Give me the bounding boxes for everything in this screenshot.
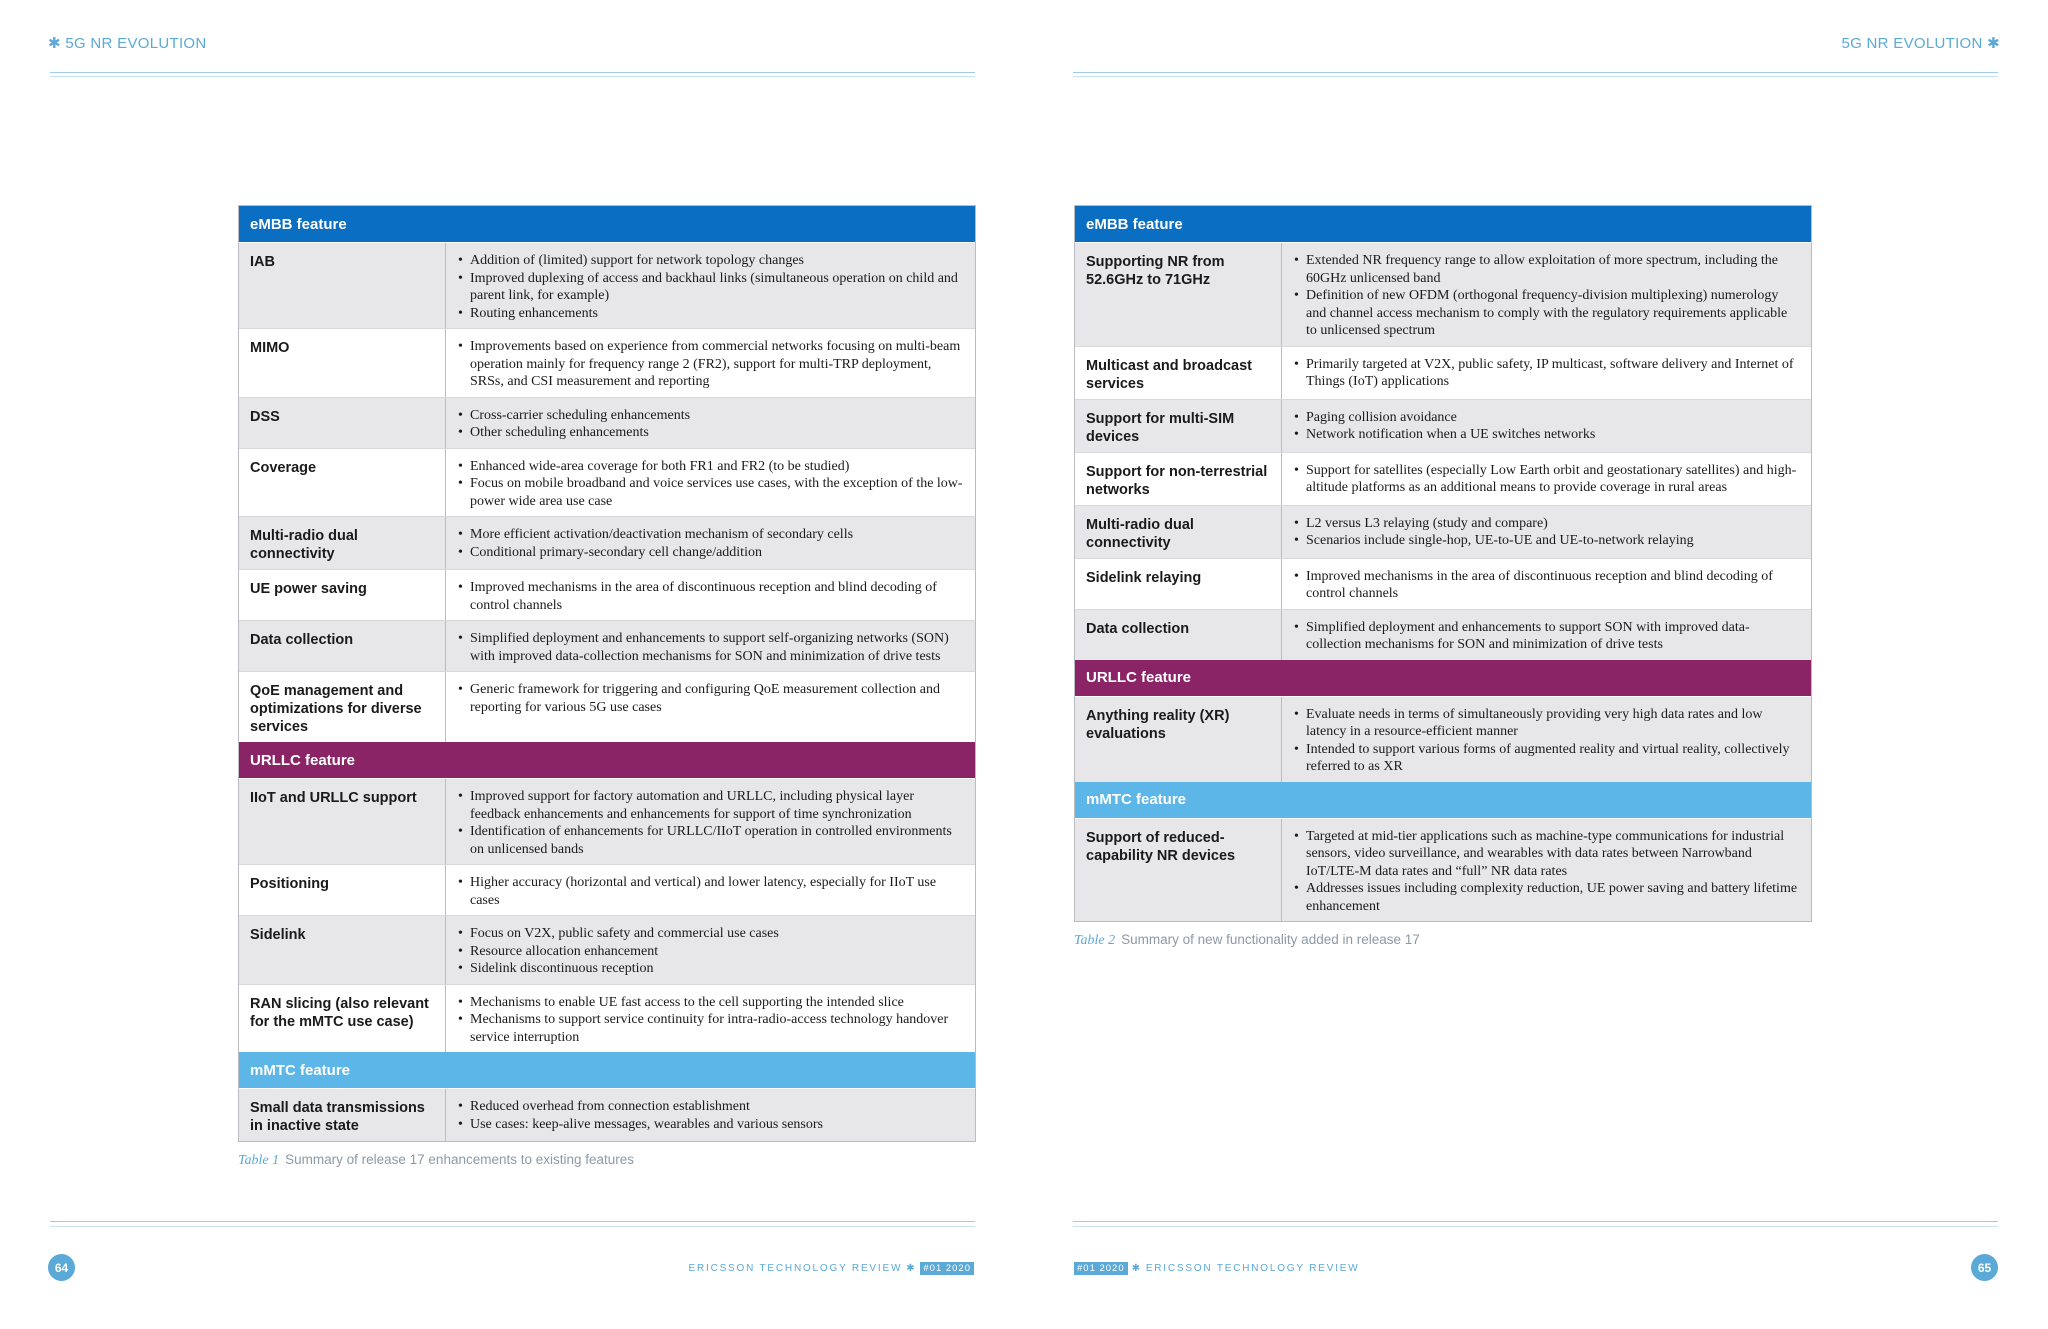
bullet-list [1294, 706, 1799, 776]
bullet-item: • Resource allocation enhancement [458, 943, 963, 961]
top-rule-right [1073, 72, 1998, 73]
bullet-item: • Simplified deployment and enhancements to support SON with improved data-collection mechanisms for SON and minimization of drive tests [1294, 619, 1799, 654]
bullet-list [1294, 515, 1799, 550]
bullet-list [1294, 828, 1799, 916]
table-row [239, 671, 975, 742]
bullet-item: • Evaluate needs in terms of simultaneously providing very high data rates and low latency in a resource-efficient manner [1294, 706, 1799, 741]
feature-description [1282, 400, 1811, 452]
table-row [1075, 242, 1811, 346]
feature-name: Multicast and broadcast services [1075, 347, 1282, 399]
feature-description [1282, 819, 1811, 922]
asterisk-icon: ✱ [1131, 1263, 1142, 1274]
feature-name: Multi-radio dual connectivity [1075, 506, 1282, 558]
bullet-item: • Identification of enhancements for URLLC/IIoT operation in controlled environments on unlicensed bands [458, 823, 963, 858]
table-row [1075, 399, 1811, 452]
feature-name: Small data transmissions in inactive state [239, 1089, 446, 1141]
bullet-item: • More efficient activation/deactivation mechanism of secondary cells [458, 526, 963, 544]
feature-description [1282, 453, 1811, 505]
table-row [239, 864, 975, 915]
feature-description [1282, 559, 1811, 609]
bullet-item: • Mechanisms to support service continuity for intra-radio-access technology handover service interruption [458, 1011, 963, 1046]
feature-description [446, 243, 975, 328]
bullet-item: • Primarily targeted at V2X, public safety, IP multicast, software delivery and Internet of Things (IoT) applications [1294, 356, 1799, 391]
feature-name: MIMO [239, 329, 446, 397]
bullet-item: • Simplified deployment and enhancements to support self-organizing networks (SON) with improved data-collection mechanisms for SON and minimization of drive tests [458, 630, 963, 665]
running-head-left [48, 34, 207, 52]
bullet-list [458, 526, 963, 561]
footer-right [1074, 1262, 1360, 1275]
feature-description [446, 621, 975, 671]
table-row [239, 397, 975, 448]
table-row [239, 516, 975, 569]
publication-name: ERICSSON TECHNOLOGY REVIEW [688, 1263, 903, 1274]
feature-name: Positioning [239, 865, 446, 915]
feature-description [446, 449, 975, 517]
feature-description [446, 398, 975, 448]
section-header-embb: eMBB feature [1075, 206, 1811, 242]
table-row [1075, 696, 1811, 782]
bullet-list [458, 1098, 963, 1133]
bullet-item: • Scenarios include single-hop, UE-to-UE and UE-to-network relaying [1294, 532, 1799, 550]
bullet-item: • Paging collision avoidance [1294, 409, 1799, 427]
section-header-mmtc: mMTC feature [1075, 782, 1811, 818]
feature-description [446, 985, 975, 1053]
bullet-item: • Cross-carrier scheduling enhancements [458, 407, 963, 425]
section-header-urllc: URLLC feature [1075, 660, 1811, 696]
running-head-text: 5G NR EVOLUTION [1841, 35, 1983, 52]
section-header-mmtc: mMTC feature [239, 1052, 975, 1088]
issue-badge: #01 2020 [1074, 1262, 1128, 1275]
page-number-left: 64 [48, 1254, 75, 1281]
feature-description [446, 1089, 975, 1141]
bullet-item: • Focus on mobile broadband and voice services use cases, with the exception of the low-power wide area use case [458, 475, 963, 510]
feature-description [446, 517, 975, 569]
table-row [1075, 346, 1811, 399]
bottom-rule-left [50, 1221, 975, 1222]
bullet-item: • Routing enhancements [458, 305, 963, 323]
feature-name: Sidelink relaying [1075, 559, 1282, 609]
table-row [239, 620, 975, 671]
feature-name: UE power saving [239, 570, 446, 620]
bullet-list [458, 630, 963, 665]
bullet-list [458, 874, 963, 909]
bullet-item: • Focus on V2X, public safety and commercial use cases [458, 925, 963, 943]
feature-name: QoE management and optimizations for diverse services [239, 672, 446, 742]
bullet-item: • Improved mechanisms in the area of discontinuous reception and blind decoding of control channels [458, 579, 963, 614]
feature-name: Multi-radio dual connectivity [239, 517, 446, 569]
bullet-list [458, 579, 963, 614]
bullet-list [458, 338, 963, 391]
running-head-right [1841, 34, 2000, 52]
table-row [239, 1088, 975, 1141]
bullet-item: • Use cases: keep-alive messages, wearables and various sensors [458, 1116, 963, 1134]
table-row [1075, 609, 1811, 660]
feature-name: Data collection [1075, 610, 1282, 660]
feature-name: Support for multi-SIM devices [1075, 400, 1282, 452]
top-rule-left [50, 72, 975, 73]
bullet-list [458, 458, 963, 511]
bottom-rule-left-thin [50, 1226, 975, 1227]
bullet-item: • Improvements based on experience from commercial networks focusing on multi-beam operation mainly for frequency range 2 (FR2), support for multi-TRP deployment, SRSs, and CSI measurement and reporting [458, 338, 963, 391]
table-2-caption-text: Summary of new functionality added in release 17 [1121, 932, 1420, 947]
bullet-item: • Improved mechanisms in the area of discontinuous reception and blind decoding of control channels [1294, 568, 1799, 603]
feature-description [1282, 347, 1811, 399]
feature-name: DSS [239, 398, 446, 448]
bullet-item: • Higher accuracy (horizontal and vertical) and lower latency, especially for IIoT use cases [458, 874, 963, 909]
table-row [239, 778, 975, 864]
asterisk-icon: ✱ [906, 1263, 917, 1274]
bullet-item: • Sidelink discontinuous reception [458, 960, 963, 978]
feature-description [446, 865, 975, 915]
feature-name: Anything reality (XR) evaluations [1075, 697, 1282, 782]
feature-description [446, 570, 975, 620]
bullet-list [1294, 568, 1799, 603]
bullet-item: • Targeted at mid-tier applications such as machine-type communications for industrial sensors, video surveillance, and wearables with data rates between Narrowband IoT/LTE-M data rates and “full” NR data rates [1294, 828, 1799, 881]
feature-name: IAB [239, 243, 446, 328]
table-1-caption-text: Summary of release 17 enhancements to existing features [285, 1152, 635, 1167]
bullet-item: • Reduced overhead from connection establishment [458, 1098, 963, 1116]
bullet-list [458, 681, 963, 716]
table-1-caption [238, 1152, 634, 1169]
bullet-item: • Support for satellites (especially Low Earth orbit and geostationary satellites) and high-altitude platforms as an additional means to provide coverage in rural areas [1294, 462, 1799, 497]
feature-description [1282, 506, 1811, 558]
feature-description [1282, 610, 1811, 660]
feature-name: IIoT and URLLC support [239, 779, 446, 864]
bullet-list [458, 925, 963, 978]
table-2-label: Table 2 [1074, 933, 1116, 948]
bullet-list [1294, 619, 1799, 654]
footer-left [689, 1262, 975, 1275]
top-rule-left-thin [50, 76, 975, 77]
table-1-label: Table 1 [238, 1153, 280, 1168]
table-row [239, 569, 975, 620]
bullet-item: • Definition of new OFDM (orthogonal frequency-division multiplexing) numerology and channel access mechanism to comply with the regulatory requirements applicable to unlicensed spectrum [1294, 287, 1799, 340]
feature-description [446, 916, 975, 984]
table-row [239, 915, 975, 984]
bullet-item: • Addresses issues including complexity reduction, UE power saving and battery lifetime enhancement [1294, 880, 1799, 915]
table-row [239, 242, 975, 328]
feature-description [1282, 243, 1811, 346]
table-2 [1074, 205, 1812, 922]
feature-description [446, 779, 975, 864]
feature-name: Sidelink [239, 916, 446, 984]
table-row [1075, 505, 1811, 558]
bullet-item: • Addition of (limited) support for network topology changes [458, 252, 963, 270]
feature-name: Support for non-terrestrial networks [1075, 453, 1282, 505]
feature-name: Coverage [239, 449, 446, 517]
bullet-item: • Intended to support various forms of augmented reality and virtual reality, collectively referred to as XR [1294, 741, 1799, 776]
feature-description [446, 329, 975, 397]
issue-badge: #01 2020 [920, 1262, 974, 1275]
bullet-item: • Improved duplexing of access and backhaul links (simultaneous operation on child and parent link, for example) [458, 270, 963, 305]
bullet-item: • L2 versus L3 relaying (study and compare) [1294, 515, 1799, 533]
bullet-item: • Conditional primary-secondary cell change/addition [458, 544, 963, 562]
table-1 [238, 205, 976, 1142]
asterisk-icon: ✱ [1987, 35, 2000, 52]
bullet-list [1294, 409, 1799, 444]
bullet-list [1294, 462, 1799, 497]
bottom-rule-right-thin [1073, 1226, 1998, 1227]
table-row [239, 448, 975, 517]
table-row [1075, 818, 1811, 922]
asterisk-icon: ✱ [48, 35, 61, 52]
bullet-list [458, 788, 963, 858]
bullet-item: • Extended NR frequency range to allow exploitation of more spectrum, including the 60GHz unlicensed band [1294, 252, 1799, 287]
table-2-caption [1074, 932, 1420, 949]
bottom-rule-right [1073, 1221, 1998, 1222]
feature-description [446, 672, 975, 742]
top-rule-right-thin [1073, 76, 1998, 77]
bullet-item: • Mechanisms to enable UE fast access to the cell supporting the intended slice [458, 994, 963, 1012]
bullet-item: • Enhanced wide-area coverage for both FR1 and FR2 (to be studied) [458, 458, 963, 476]
section-header-urllc: URLLC feature [239, 742, 975, 778]
page-number-right: 65 [1971, 1254, 1998, 1281]
bullet-item: • Improved support for factory automation and URLLC, including physical layer feedback enhancements and enhancements for support of time synchronization [458, 788, 963, 823]
table-row [239, 984, 975, 1053]
table-row [1075, 452, 1811, 505]
bullet-list [1294, 356, 1799, 391]
feature-name: RAN slicing (also relevant for the mMTC use case) [239, 985, 446, 1053]
section-header-embb: eMBB feature [239, 206, 975, 242]
table-row [239, 328, 975, 397]
running-head-text: 5G NR EVOLUTION [65, 35, 207, 52]
bullet-list [458, 252, 963, 322]
feature-name: Supporting NR from 52.6GHz to 71GHz [1075, 243, 1282, 346]
bullet-list [458, 994, 963, 1047]
bullet-item: • Network notification when a UE switches networks [1294, 426, 1799, 444]
bullet-item: • Generic framework for triggering and configuring QoE measurement collection and reporting for various 5G use cases [458, 681, 963, 716]
bullet-item: • Other scheduling enhancements [458, 424, 963, 442]
feature-description [1282, 697, 1811, 782]
feature-name: Data collection [239, 621, 446, 671]
bullet-list [1294, 252, 1799, 340]
table-row [1075, 558, 1811, 609]
feature-name: Support of reduced-capability NR devices [1075, 819, 1282, 922]
publication-name: ERICSSON TECHNOLOGY REVIEW [1145, 1263, 1360, 1274]
bullet-list [458, 407, 963, 442]
